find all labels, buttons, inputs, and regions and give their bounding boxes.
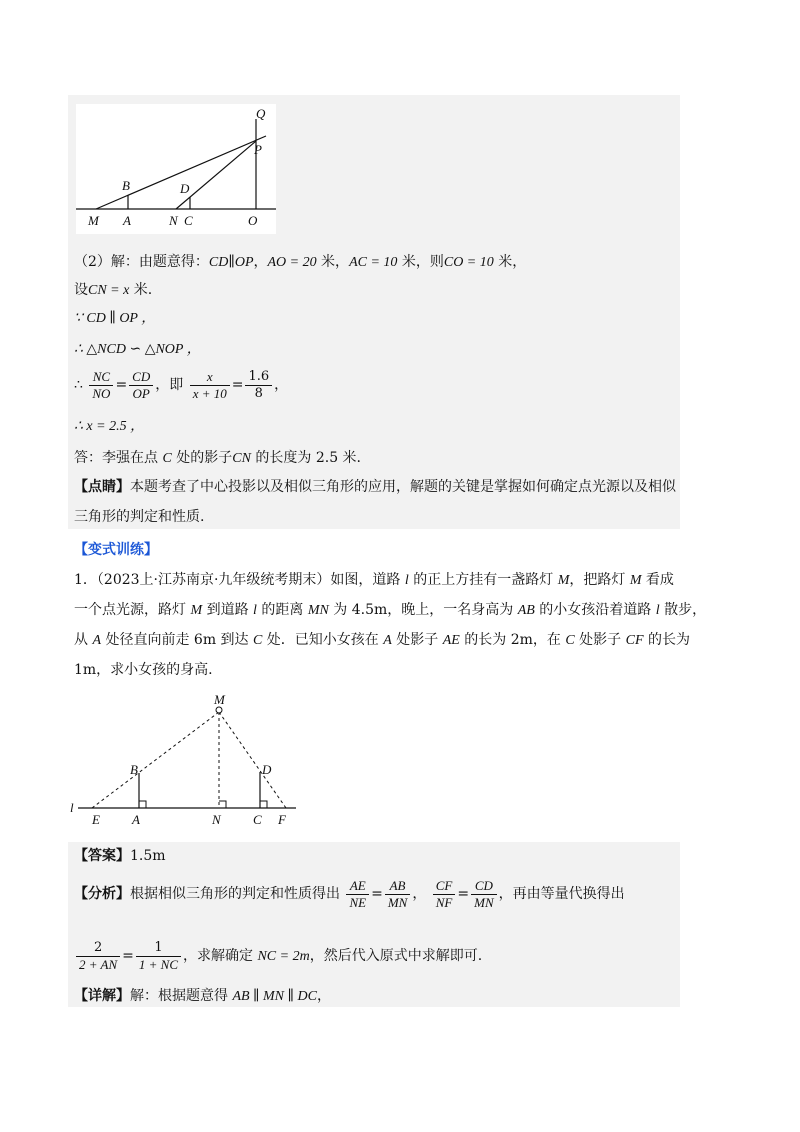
fraction-ab-mn: $\frac{AB}{MN}$: [385, 878, 411, 911]
solution-line-7: 答：李强在点 C 处的影子CN 的长度为 2.5 米.: [74, 450, 362, 466]
solution-line-2: 设CN = x 米.: [74, 282, 153, 298]
solution-line-3: ∵ CD ∥ OP ，: [74, 311, 156, 326]
variant-heading: 【变式训练】: [74, 542, 158, 558]
solution-line-6: ∴ x = 2.5 ，: [74, 419, 145, 434]
fig2-label-d: D: [262, 762, 272, 777]
pointing-label: 【点睛】: [74, 479, 130, 495]
solution-line-8: 【点睛】本题考查了中心投影以及相似三角形的应用，解题的关键是掌握如何确定点光源以及相似: [74, 479, 676, 495]
fig2-label-n: N: [212, 812, 221, 827]
answer-value: 1.5m: [130, 848, 166, 864]
problem-line-1: 1．（2023上·江苏南京·九年级统考期末）如图，道路 l 的正上方挂有一盏路灯 M，把路灯 M 看成: [74, 572, 674, 588]
answer-line: [74, 846, 166, 866]
figure-1: [76, 104, 276, 234]
fraction-1-1nc: $\frac{1}{1 + NC}$: [136, 940, 181, 973]
solution-line-4: ∴ △NCD ∽ △NOP ，: [74, 342, 201, 357]
fig2-label-m: M: [214, 694, 225, 707]
fig1-label-q: Q: [256, 106, 266, 121]
figure-2: [64, 694, 314, 834]
fig2-label-f: F: [278, 812, 286, 827]
problem-line-3: 从 A 处径直向前走 6m 到达 C 处．已知小女孩在 A 处影子 AE 的长为 2m，在 C 处影子 CF 的长为: [74, 632, 690, 648]
problem-line-4: 1m，求小女孩的身高.: [74, 662, 213, 678]
fig2-label-c: C: [253, 812, 262, 827]
solution-line-5: ∴ $\frac{NC}{NO}$ = $\frac{CD}{OP}$ ，即 $\frac{x}{x + 10}$ = $\frac{1.6}{8}$ ，: [74, 368, 289, 401]
fraction-nc-no: $\frac{NC}{NO}$: [89, 369, 113, 402]
fraction-cd-mn: $\frac{CD}{MN}$: [471, 878, 497, 911]
detail-label: 【详解】: [74, 988, 130, 1004]
analysis-line-1: 【分析】根据相似三角形的判定和性质得出 $\frac{AE}{NE}$ = $\frac{AB}{MN}$ ， $\frac{CF}{NF}$ = $\frac{CD}{MN}$ ，再由等量代换得出: [74, 877, 625, 910]
fig1-label-d: D: [180, 181, 190, 196]
analysis-line-2: $\frac{2}{2 + AN}$ = $\frac{1}{1 + NC}$ ，求解确定 NC = 2m，然后代入原式中求解即可.: [74, 938, 482, 975]
answer-shade: [68, 842, 680, 1007]
fig1-label-b: B: [122, 178, 130, 193]
fraction-16-8: $\frac{1.6}{8}$: [245, 369, 272, 402]
fig1-label-m: M: [88, 213, 99, 228]
fraction-cd-op: $\frac{CD}{OP}$: [129, 369, 153, 402]
fig2-label-l: l: [70, 800, 74, 815]
solution-line-9: 三角形的判定和性质.: [74, 509, 205, 525]
analysis-label: 【分析】: [74, 886, 130, 902]
detail-line: 【详解】解：根据题意得 AB ∥ MN ∥ DC，: [74, 988, 331, 1004]
fig1-label-o: O: [248, 213, 258, 228]
solution-line-1: （2）解：由题意得：CD∥OP，AO = 20 米，AC = 10 米，则CO = 10 米，: [74, 254, 527, 270]
fig1-label-a: A: [123, 213, 131, 228]
problem-line-2: 一个点光源，路灯 M 到道路 l 的距离 MN 为 4.5m，晚上，一名身高为 AB 的小女孩沿着道路 l 散步，: [74, 602, 707, 618]
fraction-ae-ne: $\frac{AE}{NE}$: [346, 878, 369, 911]
answer-label: 【答案】: [74, 848, 130, 864]
fig1-label-c: C: [184, 213, 193, 228]
fig2-label-e: E: [92, 812, 100, 827]
fig2-label-a: A: [132, 812, 140, 827]
fig1-label-p: P: [254, 142, 262, 157]
fig1-label-n: N: [169, 213, 178, 228]
fig2-label-b: B: [130, 762, 138, 777]
fraction-cf-nf: $\frac{CF}{NF}$: [433, 878, 456, 911]
fraction-x-x10: $\frac{x}{x + 10}$: [190, 369, 230, 402]
fraction-2-2an: $\frac{2}{2 + AN}$: [76, 940, 120, 973]
